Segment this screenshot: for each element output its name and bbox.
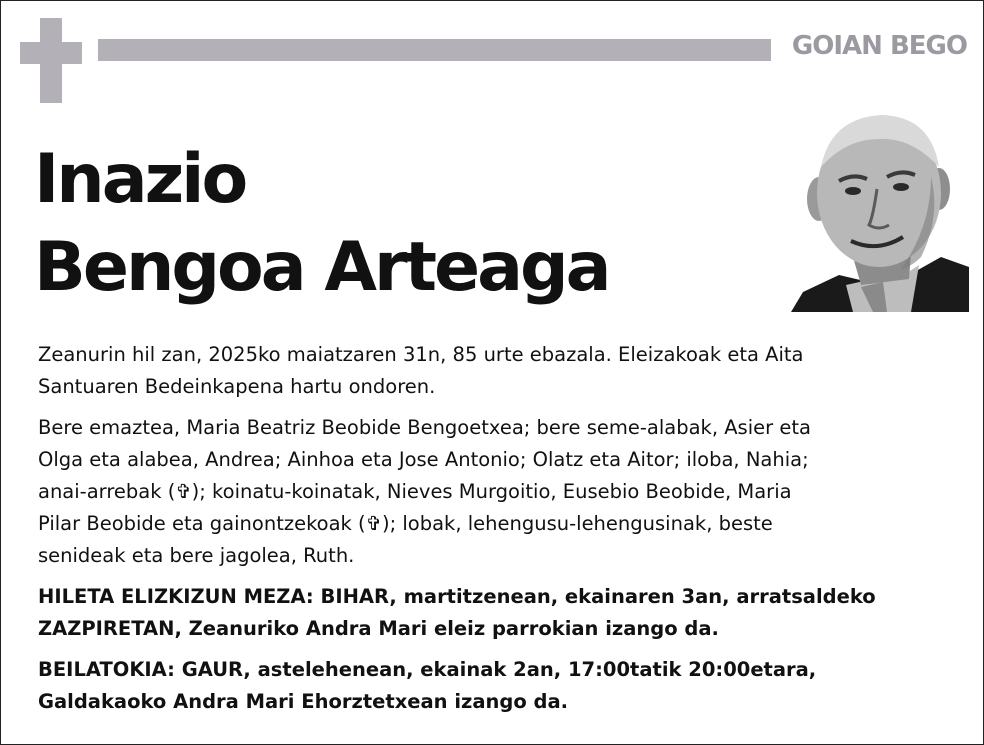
wake-line: BEILATOKIA: GAUR, astelehenean, ekainak 2an, 17:00tatik 20:00etara, — [38, 658, 817, 681]
header-rule — [98, 39, 771, 61]
funeral-paragraph — [38, 581, 943, 645]
wake-line: Galdakaoko Andra Mari Ehorztetxean izango da. — [38, 690, 569, 713]
name-first-line: Inazio — [34, 140, 246, 219]
family-line: Bere emaztea, Maria Beatriz Beobide Bengoetxea; bere seme-alabak, Asier eta — [38, 416, 811, 439]
family-line: Pilar Beobide eta gainontzekoak (✞); lobak, lehengusu-lehengusinak, beste — [38, 512, 773, 535]
cross-icon — [20, 18, 82, 103]
portrait-photo — [791, 107, 969, 312]
family-line: Olga eta alabea, Andrea; Ainhoa eta Jose Antonio; Olatz eta Aitor; iloba, Nahia; — [38, 448, 809, 471]
name-second-line: Bengoa Arteaga — [34, 228, 609, 307]
family-line: senideak eta bere jagolea, Ruth. — [38, 544, 355, 567]
funeral-line: HILETA ELIZKIZUN MEZA: BIHAR, martitzenean, ekainaren 3an, arratsaldeko — [38, 585, 876, 608]
family-paragraph — [38, 412, 943, 572]
deceased-name — [34, 136, 609, 312]
header-label: GOIAN BEGO — [791, 31, 967, 61]
family-line: anai-arrebak (✞); koinatu-koinatak, Nieves Murgoitio, Eusebio Beobide, Maria — [38, 480, 792, 503]
death-line: Santuaren Bedeinkapena hartu ondoren. — [38, 375, 436, 398]
funeral-line: ZAZPIRETAN, Zeanuriko Andra Mari eleiz parrokian izango da. — [38, 617, 719, 640]
notice-body — [38, 339, 943, 718]
death-line: Zeanurin hil zan, 2025ko maiatzaren 31n, 85 urte ebazala. Eleizakoak eta Aita — [38, 343, 804, 366]
death-paragraph — [38, 339, 943, 403]
wake-paragraph — [38, 654, 943, 718]
